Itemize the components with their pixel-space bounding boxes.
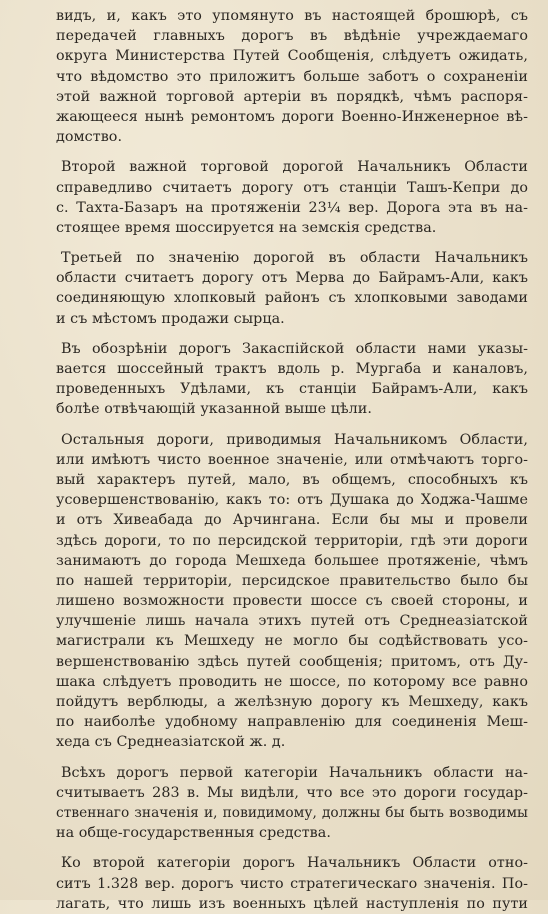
text-line: по наиболѣе удобному направленію для соединенія Меш- xyxy=(56,714,528,731)
text-line: вершенствованію здѣсь путей сообщенія; притомъ, отъ Ду- xyxy=(56,653,528,670)
text-line: на обще-государственныя средства. xyxy=(56,825,331,842)
paragraph xyxy=(56,6,528,147)
paragraph xyxy=(56,763,528,844)
text-line: шака слѣдуетъ проводить не шоссе, по которому все равно xyxy=(56,673,528,690)
text-line: ственнаго значенія и, повидимому, должны бы быть возводимы xyxy=(56,804,528,821)
paragraph xyxy=(56,157,528,238)
text-line: справедливо считаетъ дорогу отъ станціи Ташъ-Кепри до xyxy=(56,179,528,196)
text-line: или имѣютъ чисто военное значеніе, или отмѣчаютъ торго- xyxy=(56,451,528,468)
paragraph xyxy=(56,853,528,914)
text-line: передачей главныхъ дорогъ въ вѣдѣніе учреждаемаго xyxy=(56,28,528,45)
text-line: считываетъ 283 в. Мы видѣли, что все это дороги государ- xyxy=(56,784,528,801)
text-line: болѣе отвѣчающій указанной выше цѣли. xyxy=(56,401,372,418)
text-line: Всѣхъ дорогъ первой категоріи Начальникъ области на- xyxy=(61,764,528,781)
text-line: вый характеръ путей, мало, въ общемъ, способныхъ къ xyxy=(56,471,528,488)
text-line: Остальныя дороги, приводимыя Начальникомъ Области, xyxy=(61,431,528,448)
text-line: по нашей территоріи, персидское правительство было бы xyxy=(56,572,528,589)
text-line: хеда съ Среднеазіатской ж. д. xyxy=(56,734,286,751)
text-line: что вѣдомство это приложитъ больше заботъ о сохраненіи xyxy=(56,68,528,85)
text-line: Третьей по значенію дорогой въ области Начальникъ xyxy=(61,250,528,267)
text-line: здѣсь дороги, то по персидской территоріи, гдѣ эти дороги xyxy=(56,532,528,549)
text-line: и отъ Хивеабада до Арчингана. Если бы мы и провели xyxy=(56,512,528,529)
text-line: вается шоссейный трактъ вдоль р. Мургаба и каналовъ, xyxy=(56,361,528,377)
text-line: с. Тахта-Базаръ на протяженіи 23¼ вер. Дорога эта въ на- xyxy=(56,199,528,216)
text-line: соединяющую хлопковый районъ съ хлопковыми заводами xyxy=(56,290,528,307)
text-line: проведенныхъ Удѣлами, къ станціи Байрамъ-Али, какъ xyxy=(56,381,528,398)
text-line: Въ обозрѣніи дорогъ Закаспійской области нами указы- xyxy=(61,340,528,357)
text-line: домство. xyxy=(56,129,123,146)
text-line: лишено возможности провести шоссе съ своей стороны, и xyxy=(56,593,528,610)
text-line: видъ, и, какъ это упомянуто въ настоящей брошюрѣ, съ xyxy=(56,8,528,24)
text-line: Второй важной торговой дорогой Начальникъ Области xyxy=(61,159,528,176)
text-line: усовершенствованію, какъ то: отъ Душака до Ходжа-Чашме xyxy=(56,492,528,509)
text-line: этой важной торговой артеріи въ порядкѣ, чѣмъ распоря- xyxy=(56,88,528,105)
text-line: и съ мѣстомъ продажи сырца. xyxy=(56,310,285,327)
text-line: стоящее время шоссируется на земскія средства. xyxy=(56,219,437,236)
text-line: Ко второй категоріи дорогъ Начальникъ Области отно- xyxy=(61,855,528,872)
text-line: жающееся нынѣ ремонтомъ дороги Военно-Инженерное вѣ- xyxy=(56,108,528,125)
paragraph xyxy=(56,248,528,329)
text-line: округа Министерства Путей Сообщенія, слѣдуетъ ожидать, xyxy=(56,48,528,65)
text-line: лагать, что лишь изъ военныхъ цѣлей наступленія по пути xyxy=(56,895,528,912)
paragraph xyxy=(56,339,528,420)
text-line: улучшеніе лишь начала этихъ путей отъ Среднеазіатской xyxy=(56,613,528,630)
text-line: ситъ 1.328 вер. дорогъ чисто стратегическаго значенія. По- xyxy=(56,875,528,892)
text-line: занимаютъ до города Мешхеда большее протяженіе, чѣмъ xyxy=(56,552,528,569)
paragraph xyxy=(56,430,528,753)
text-line: области считаетъ дорогу отъ Мерва до Байрамъ-Али, какъ xyxy=(56,270,528,287)
text-line: магистрали къ Мешхеду не могло бы содѣйствовать усо- xyxy=(56,633,528,650)
text-line: пойдутъ верблюды, а желѣзную дорогу къ Мешхеду, какъ xyxy=(56,694,528,710)
